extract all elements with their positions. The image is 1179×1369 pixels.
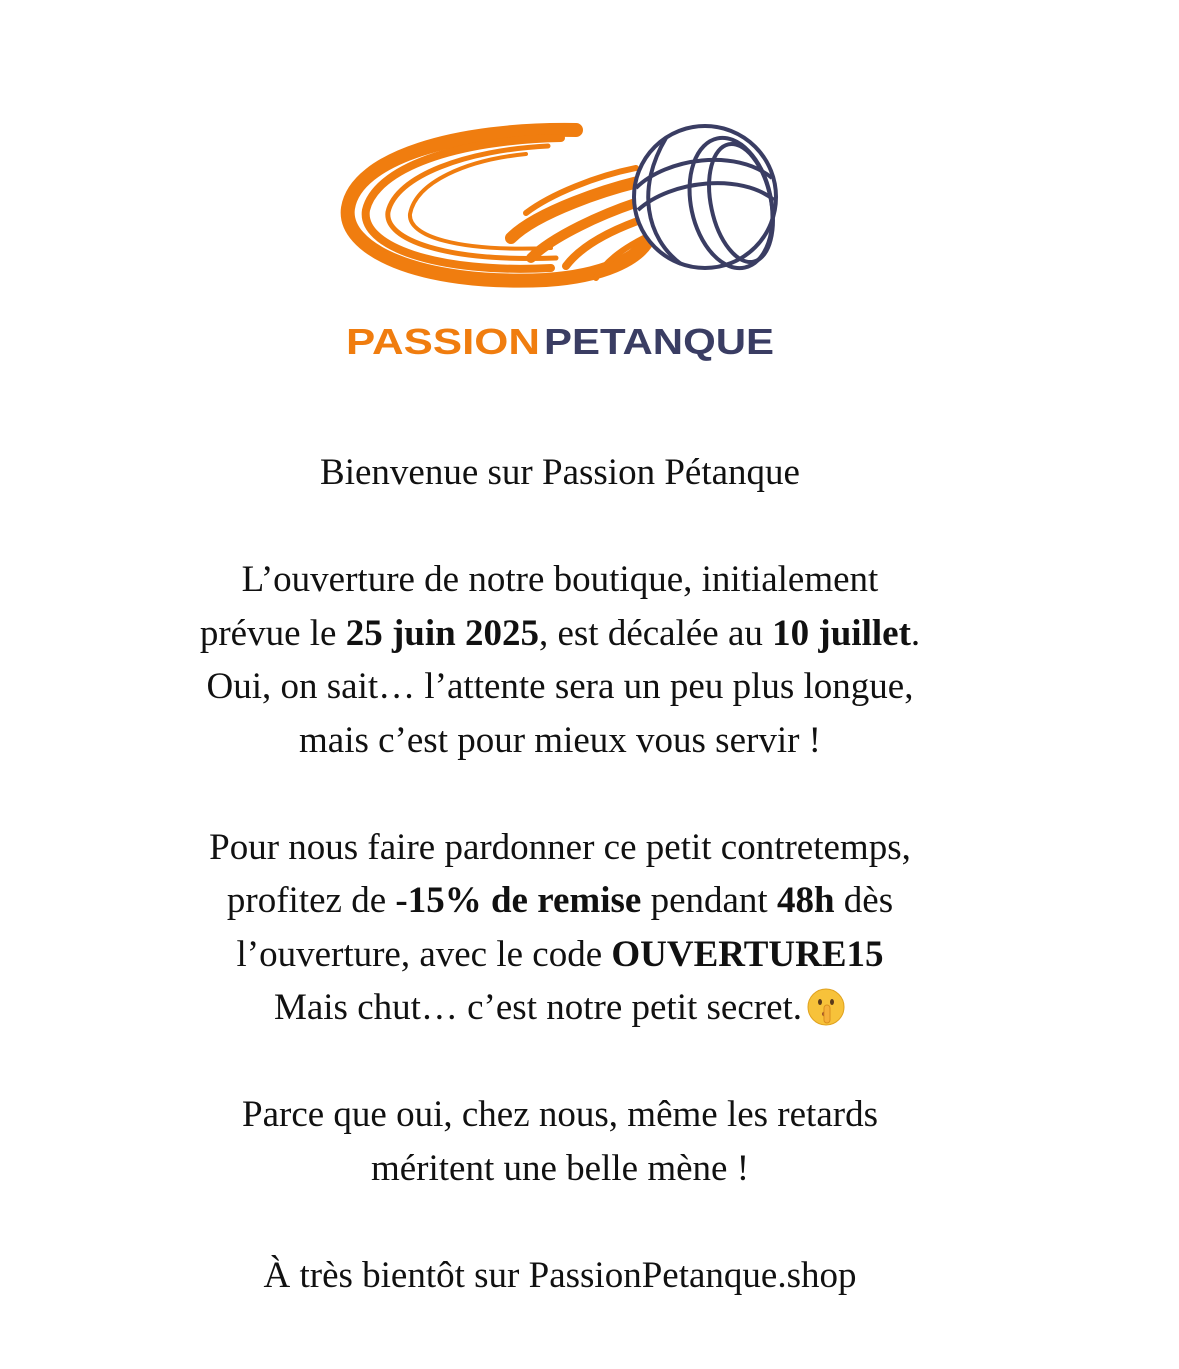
- signoff-text: À très bientôt sur PassionPetanque.shop: [263, 1254, 857, 1296]
- brand-logo: [336, 118, 786, 368]
- new-opening-date: 10 juillet: [772, 612, 911, 654]
- logo-graphic: [336, 118, 786, 368]
- delay-line-2: prévue le 25 juin 2025, est décalée au 10 juillet.: [199, 612, 921, 654]
- promo-line-1: Pour nous faire pardonner ce petit contretemps,: [209, 826, 911, 868]
- discount-amount: -15% de remise: [395, 880, 642, 921]
- promo-code: OUVERTURE15: [611, 933, 884, 975]
- closing-line-1: Parce que oui, chez nous, même les retards: [242, 1094, 878, 1135]
- delay-line-1: L’ouverture de notre boutique, initialement: [241, 559, 879, 600]
- orange-swoosh-icon: [348, 130, 656, 281]
- logo-word-petanque: PETANQUE: [544, 321, 774, 362]
- shushing-face-emoji-icon: [806, 987, 846, 1027]
- promo-line-4: Mais chut… c’est notre petit secret.: [80, 981, 1040, 1035]
- logo-wordmark: [346, 321, 774, 362]
- promo-line-2: profitez de -15% de remise pendant 48h dès: [226, 880, 894, 921]
- old-opening-date: 25 juin 2025: [345, 612, 539, 654]
- delay-line-3: Oui, on sait… l’attente sera un peu plus longue,: [206, 666, 914, 707]
- closing-line-2: méritent une belle mène !: [370, 1147, 750, 1189]
- promo-line-3: l’ouverture, avec le code OUVERTURE15: [236, 933, 884, 975]
- welcome-heading: Bienvenue sur Passion Pétanque: [320, 452, 800, 493]
- discount-duration: 48h: [776, 880, 835, 921]
- logo-word-passion: PASSION: [346, 321, 540, 362]
- petanque-ball-icon: [634, 126, 784, 276]
- delay-line-4: mais c’est pour mieux vous servir !: [299, 719, 821, 761]
- announcement-text: [80, 446, 1040, 1302]
